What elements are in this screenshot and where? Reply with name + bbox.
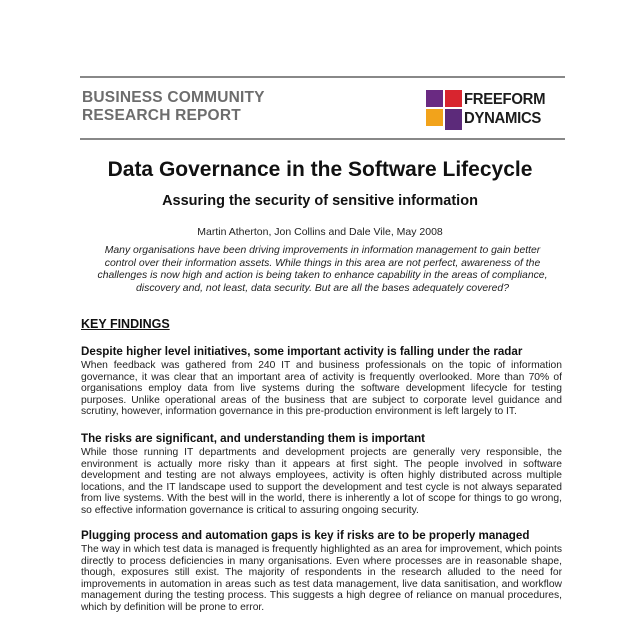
logo-text	[464, 90, 545, 128]
finding-1-heading: Despite higher level initiatives, some important activity is falling under the radar	[81, 345, 523, 358]
report-series-title	[82, 89, 265, 125]
report-series-line-2: RESEARCH REPORT	[82, 107, 241, 124]
finding-2-heading: The risks are significant, and understanding them is important	[81, 432, 426, 445]
key-findings-heading: KEY FINDINGS	[81, 317, 170, 331]
document-subtitle: Assuring the security of sensitive information	[162, 193, 478, 209]
authors-line: Martin Atherton, Jon Collins and Dale Vile, May 2008	[197, 226, 443, 238]
report-series-line-1: BUSINESS COMMUNITY	[82, 89, 265, 106]
finding-1-body: When feedback was gathered from 240 IT and business professionals on the topic of information governance, it was clear that an important area of activity is frequently overlooked. More than 70% of organisations employ data from live systems during the software development lifecycle for testing purposes. Unlike operational areas of the business that are subject to corporate level guidance and scrutiny, however, information governance in this pre-production environment is left largely to IT.	[81, 360, 562, 418]
freeform-dynamics-logo	[426, 90, 554, 130]
finding-3-body: The way in which test data is managed is frequently highlighted as an area for improvement, which points directly to process deficiencies in many organisations. Even where processes are in reasonable shape, though, exposures still exist. The majority of respondents in the research alluded to the need for improvements in automation in areas such as test data management, live data sanitisation, and workflow management during the testing process. This suggests a high degree of reliance on manual procedures, which by definition will be prone to error.	[81, 544, 562, 613]
header-bottom-rule	[80, 138, 565, 140]
header-top-rule	[80, 76, 565, 78]
logo-text-line-2: DYNAMICS	[464, 110, 542, 127]
logo-mark-icon	[426, 90, 462, 130]
logo-text-line-1: FREEFORM	[464, 91, 546, 108]
finding-3-heading: Plugging process and automation gaps is key if risks are to be properly managed	[81, 529, 530, 542]
document-title: Data Governance in the Software Lifecycle	[107, 158, 533, 181]
finding-2-body: While those running IT departments and development projects are generally very responsible, the environment is actually more risky than it appears at first sight. The people involved in software development and testing are not always employees, activity is often highly distributed across multiple locations, and the IT landscape used to support the development and test cycle is not always separated from live systems. With the best will in the world, there is inherently a lot of scope for things to go wrong, so effective information governance is critical to assuring ongoing security.	[81, 447, 562, 516]
abstract: Many organisations have been driving improvements in information management to gain better control over their information assets. While things in this area are not perfect, awareness of the challenges is now high and action is being taken to enhance capability in the areas of compliance, discovery and, not least, data security. But are all the bases adequately covered?	[97, 245, 548, 295]
